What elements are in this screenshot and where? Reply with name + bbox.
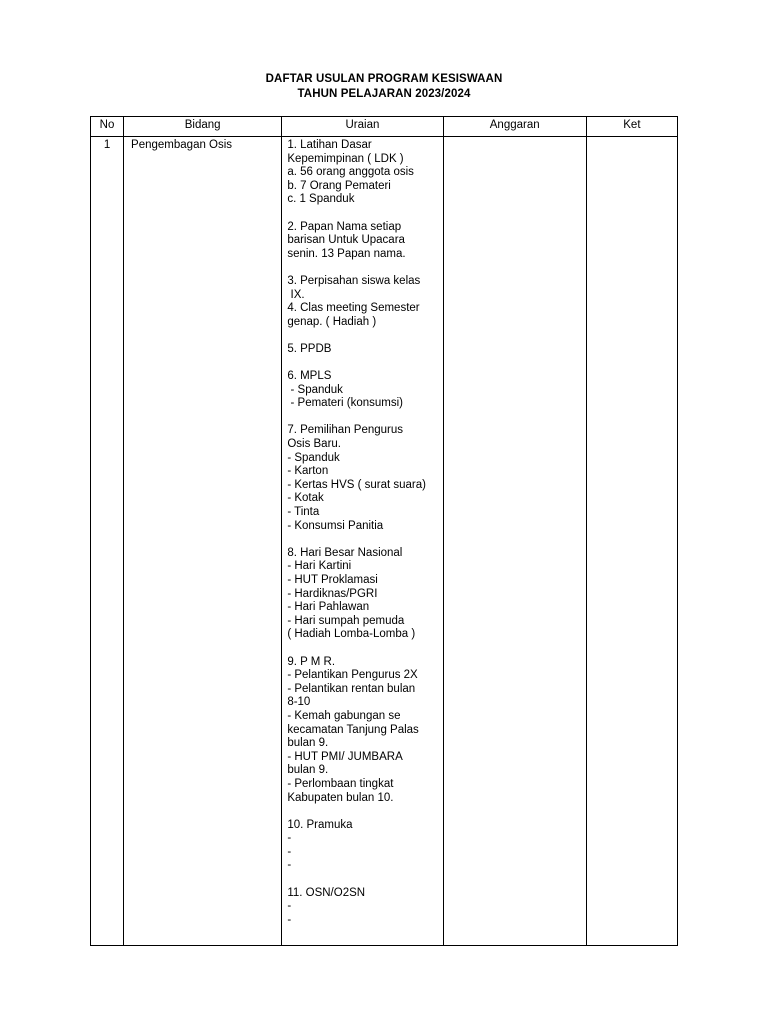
uraian-line: - HUT PMI/ JUMBARA [287,750,403,763]
uraian-spacer [287,411,440,425]
uraian-line: - Kotak [287,492,324,505]
uraian-line: 9. P M R. [287,655,336,668]
cell-no: 1 [91,137,124,946]
uraian-spacer [287,533,440,547]
uraian-line: - Pemateri (konsumsi) [287,397,403,410]
uraian-line: ( Hadiah Lomba-Lomba ) [287,628,416,641]
uraian-line: 2. Papan Nama setiap [287,220,402,233]
uraian-line: - HUT Proklamasi [287,574,378,586]
header-bidang: Bidang [124,117,282,137]
uraian-line: 7. Pemilihan Pengurus [287,424,404,437]
uraian-line: - Karton [287,465,329,478]
header-uraian: Uraian [282,117,443,137]
uraian-spacer [287,805,440,819]
uraian-line: 6. MPLS [287,370,332,383]
uraian-spacer [287,873,440,887]
header-ket: Ket [586,117,677,137]
uraian-line: 8-10 [287,696,311,709]
uraian-line: senin. 13 Papan nama. [287,247,406,260]
document-title: DAFTAR USULAN PROGRAM KESISWAAN [265,73,503,85]
uraian-line: 4. Clas meeting Semester [287,302,420,315]
uraian-line: - Tinta [287,506,320,519]
uraian-line: - [287,859,292,872]
uraian-line: - Kertas HVS ( surat suara) [287,478,426,491]
uraian-line: - Pelantikan rentan bulan [287,682,416,695]
uraian-line: Osis Baru. [287,438,341,451]
uraian-line: bulan 9. [287,737,329,750]
uraian-line: - Pelantikan Pengurus 2X [287,669,418,682]
cell-bidang: Pengembagan Osis [124,137,282,946]
uraian-line: 10. Pramuka [287,818,353,831]
program-table [90,116,678,946]
uraian-line: - Kemah gabungan se [287,709,401,722]
uraian-line: 5. PPDB [287,342,332,355]
uraian-line: - Hardiknas/PGRI [287,587,378,600]
uraian-line: - Hari Kartini [287,560,352,573]
uraian-spacer [287,642,440,656]
cell-ket [586,137,677,946]
uraian-line: - Perlombaan tingkat [287,777,394,790]
uraian-line: - [287,845,292,858]
uraian-line: b. 7 Orang Pemateri [287,179,391,192]
uraian-line: Kepemimpinan ( LDK ) [287,152,404,165]
uraian-line: bulan 9. [287,764,329,777]
uraian-spacer [287,261,440,275]
uraian-line: genap. ( Hadiah ) [287,315,377,328]
uraian-line: - Konsumsi Panitia [287,519,384,532]
header-anggaran: Anggaran [443,117,586,137]
uraian-line: - Spanduk [287,451,340,464]
uraian-spacer [287,329,440,343]
uraian-line: 8. Hari Besar Nasional [287,546,403,559]
uraian-line: - [287,913,292,926]
uraian-line: c. 1 Spanduk [287,193,355,206]
uraian-spacer [287,357,440,371]
header-no: No [91,117,124,137]
uraian-line: IX. [287,288,305,301]
uraian-line: - Hari sumpah pemuda [287,614,405,627]
uraian-line: 3. Perpisahan siswa kelas [287,274,421,287]
uraian-line: barisan Untuk Upacara [287,234,405,247]
uraian-line: 1. Latihan Dasar [287,139,372,151]
document-subtitle: TAHUN PELAJARAN 2023/2024 [297,88,471,100]
uraian-line: - Hari Pahlawan [287,601,370,614]
uraian-line: - [287,832,292,845]
uraian-line: a. 56 orang anggota osis [287,166,414,179]
table-header-row [91,117,678,137]
cell-uraian [282,137,443,946]
uraian-spacer [287,207,440,221]
uraian-line: kecamatan Tanjung Palas [287,723,419,736]
uraian-line: 11. OSN/O2SN [287,886,366,899]
cell-anggaran [443,137,586,946]
uraian-line: - [287,900,292,913]
table-row [91,137,678,946]
uraian-line: Kabupaten bulan 10. [287,791,394,804]
uraian-line: - Spanduk [287,383,343,396]
